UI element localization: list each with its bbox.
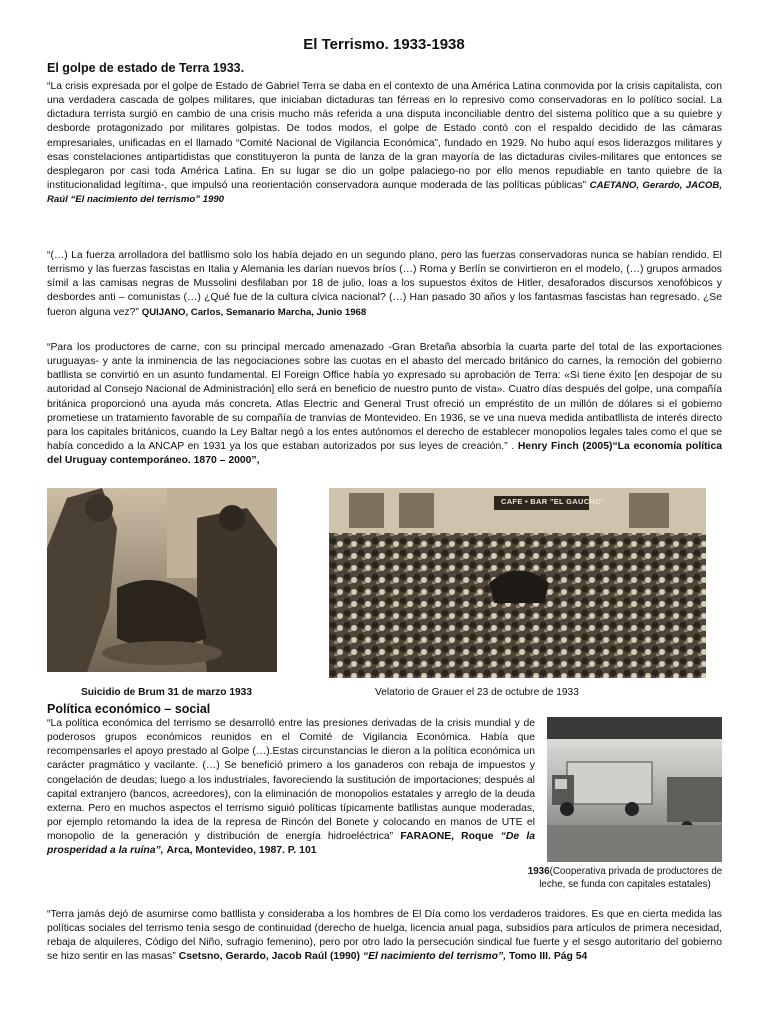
quote-csetsno (47, 908, 722, 965)
quote-text: “Terra jamás dejó de asumirse como batllista y consideraba a los hombres de El Día como los verdaderos traidores. Es que en cierta medida las políticas sociales del terrismo tenía sesgo de continuidad (derecho de huelga, licencia anual paga, subsidios para artículos de primera necesidad, rebaja de alquileres, Código del Niño, sufragio femenino), pero por otro lado la persecución sindical fue fuerte y el sesgo autoritario del gobierno se hizo sentir en las masas” (47, 909, 722, 963)
quote-finch (47, 341, 722, 468)
quote-citation-title: “De la prosperidad a la ruína”, (47, 831, 535, 857)
caption-brum: Suicidio de Brum 31 de marzo 1933 (81, 687, 252, 698)
photo-grauer-image (329, 488, 706, 678)
quote-citation-publisher: Arca, Montevideo, 1987. P. 101 (166, 845, 317, 857)
quote-text: “(…) La fuerza arrolladora del batllismo solo los había dejado en un segundo plano, pero las fuerzas conservadoras nunca se habían rendido. El terrismo y las fuerzas fascistas en Italia y Alemania les darían nuevos bríos (…) Roma y Berlín se convirtieron en el modelo, (…) grupos armados símil a las camisas negras de Mussolini desfilaban por 18 de julio, loas a los supuestos éxitos de Hitler, desaforados discursos xenofóbicos y desbordes anti – comunistas (…) ¿Qué fue de la cultura cívica nacional? (…) Han pasado 30 años y los fantasmas fascistas han regresado. ¿Se fueron alguna vez?” (47, 250, 722, 318)
quote-citation-title: “El nacimiento del terrismo”, (362, 951, 507, 963)
quote-citation-author: Csetsno, Gerardo, Jacob Raúl (1990) (178, 951, 361, 963)
quote-faraone (47, 717, 535, 859)
photo-brum-image (47, 488, 277, 672)
quote-citation: CAETANO, Gerardo, JACOB, Raúl “El nacimiento del terrismo” 1990 (47, 180, 722, 206)
quote-citation: Henry Finch (2005)“La economía política del Uruguay contemporáneo. 1870 – 2000”, (47, 441, 722, 467)
section-heading-golpe: El golpe de estado de Terra 1933. (47, 61, 245, 75)
caption-grauer: Velatorio de Grauer el 23 de octubre de 1933 (375, 687, 579, 698)
caption-text: (Cooperativa privada de productores de leche, se funda con capitales estatales) (539, 866, 723, 890)
quote-text: “La crisis expresada por el golpe de Estado de Gabriel Terra se daba en el contexto de una América Latina conmovida por la crisis capitalista, con una verdadera cascada de golpes militares, que iniciaban dictaduras tan férreas en lo represivo como conservadoras en lo político social. La dictadura terrista surgió en cambio de una crisis mucho más referida a una disputa inconciliable dentro del sistema político que a su quiebre y desborde protagonizado por militares golpistas. De todos modos, el golpe de Estado contó con el respaldo decidido de las cámaras empresariales, unificadas en el llamado “Comité Nacional de Vigilancia Económica”, fundado en 1929. No hubo aquí esos liderazgos militares y esas constelaciones antipartidistas que constituyeron la punta de lanza de la gran mayoría de las dictaduras civiles-militares que entonces se desplegaron por casi toda América Latina. En su lugar se dio un golpe palaciego-no por ello menos repudiable en tanto quiebre de la institucionalidad legítima-, que impulsó una reorientación conservadora aunque moderada de las políticas públicas” (47, 81, 722, 192)
page-title: El Terrismo. 1933-1938 (303, 36, 465, 53)
caption-year: 1936 (527, 866, 550, 877)
quote-citation-author: FARAONE, Roque (400, 831, 494, 843)
quote-citation: QUIJANO, Carlos, Semanario Marcha, Junio 1968 (141, 306, 367, 318)
section-heading-politica: Política económico – social (47, 702, 211, 716)
cafe-sign: CAFE • BAR "EL GAUCHO" (501, 497, 606, 506)
photo-cooperativa-image (547, 717, 722, 862)
quote-text: “Para los productores de carne, con su principal mercado amenazado -Gran Bretaña absorbía la cuarta parte del total de las exportaciones uruguayas- y ante la inminencia de las negociaciones sobre las cuotas en el abasto del mercado británico do carnes, la remoción del gobierno batllista se convirtió en un asunto fundamental. El Foreign Office había yo expresado su aprobación de Terra: «Si tiene éxito [en despojar de su autoridad al Consejo Nacional de Administración] ello será en beneficio de nuestro punto de vista». Cuatro días después del golpe, una compañía británica proporcionó una ayuda más concreta. Atlas Electric and General Trust ofreció un empréstito de un millón de dólares si el gobierno prometiese un tratamiento favorable de su compañía de tranvías de Montevideo. En 1936, se ve una nueva medida antibatllista de interés directo para los capitales británicos, cuando la Ley Baltar negó a los entes autónomos el derecho de establecer monopolios legales tales como el que se había concedido a la ANCAP en 1931 ya los que estaban autorizados por sus leyes de creación.” . (47, 342, 722, 453)
quote-quijano (47, 249, 722, 320)
photo-grauer (329, 488, 706, 678)
photo-brum (47, 488, 277, 672)
caption-cooperativa (525, 866, 725, 891)
quote-text: “La política económica del terrismo se desarrolló entre las presiones derivadas de la crisis mundial y de poderosos grupos económicos reunidos en el Comité de Vigilancia Económica. Había que recompensarles el apoyo prestado al Golpe (…).Estas circunstancias le dieron a la política económica un carácter pragmático y vacilante. (…) Se benefició primero a los ganaderos con rebaja de impuestos y congelación de deudas; luego a los industriales, favoreciendo la sustitución de importaciones; después al capital extranjero (bancos, acreedores), con la eliminación de monopolios estatales y arreglo de la deuda externa. Pero en muchos aspectos el terrismo siguió políticas típicamente batllistas aunque moderadas, por ejemplo retomando la idea de la represa de Rincón del Bonete y colocando en manos de UTE el monopolio de la generación y distribución de energía hidroeléctrica” (47, 718, 535, 843)
quote-caetano (47, 80, 722, 207)
quote-citation-volume: Tomo III. Pág 54 (509, 951, 588, 963)
photo-cooperativa (547, 717, 722, 862)
